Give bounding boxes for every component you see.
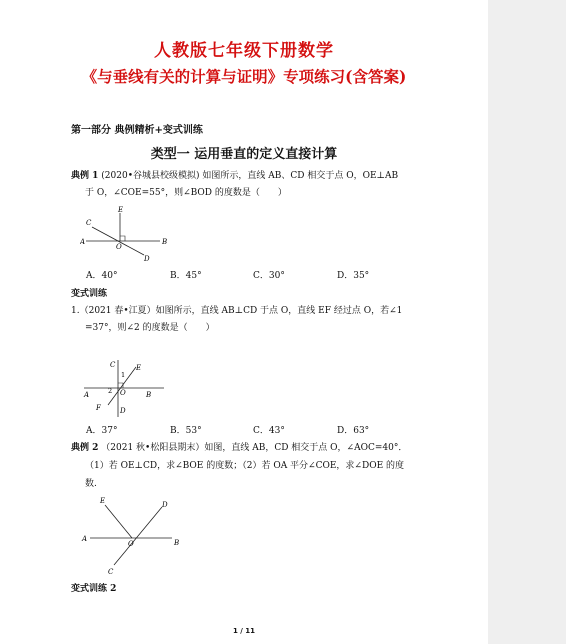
type-heading: 类型一 运用垂直的定义直接计算 [150, 147, 338, 162]
label-o: O [120, 389, 126, 397]
line-cd [114, 507, 162, 565]
example1-option-c: C．30° [253, 271, 285, 281]
example2-label: 典例 2 [71, 443, 99, 453]
example2-line1 [71, 442, 407, 455]
example1-figure [80, 203, 170, 265]
ray-oe [105, 505, 132, 538]
label-b: B [146, 391, 152, 399]
document-subtitle: 《与垂线有关的计算与证明》专项练习(含答案) [81, 67, 407, 86]
label-a: A [80, 238, 86, 246]
label-d: D [162, 501, 168, 509]
label-c: C [110, 361, 116, 369]
label-d: D [144, 255, 150, 263]
label-angle2: 2 [108, 387, 113, 395]
label-a: A [84, 391, 90, 399]
training2-label: 变式训练 2 [71, 584, 117, 594]
label-o: O [116, 243, 122, 251]
document-title: 人教版七年级下册数学 [154, 41, 334, 61]
label-angle1: 1 [121, 371, 126, 379]
training1-label: 变式训练 [71, 289, 108, 299]
label-e: E [100, 497, 106, 505]
label-o: O [128, 540, 134, 548]
example2-figure [78, 495, 188, 577]
label-a: A [82, 535, 88, 543]
training1-option-a: A．37° [86, 426, 118, 436]
example2-line2: （1）若 OE⊥CD，求∠BOE 的度数；（2）若 OA 平分∠COE，求∠DOE 的度 [85, 461, 405, 471]
label-c: C [86, 219, 92, 227]
right-angle-mark [120, 236, 125, 241]
example1-line2: 于 O，∠COE=55°，则∠BOD 的度数是（ ） [85, 188, 287, 198]
training1-option-b: B．53° [170, 426, 202, 436]
training1-option-c: C．43° [253, 426, 285, 436]
example2-text1: （2021 秋•松阳县期末）如图，直线 AB，CD 相交于点 O，∠AOC=40°． [101, 443, 408, 453]
example1-source: (2020•谷城县校级模拟) [101, 171, 200, 181]
example1-label: 典例 1 [71, 171, 99, 181]
example1-text1: 如图所示，直线 AB、CD 相交于点 O，OE⊥AB [202, 171, 399, 181]
example2-line3: 数. [85, 479, 97, 489]
training1-option-d: D．63° [337, 426, 370, 436]
label-e: E [118, 206, 124, 214]
training1-figure [80, 355, 170, 420]
example1-option-a: A．40° [86, 271, 118, 281]
example1-option-b: B．45° [170, 271, 202, 281]
label-d: D [120, 407, 126, 415]
label-b: B [162, 238, 168, 246]
training1-line2: =37°，则∠2 的度数是（ ） [85, 323, 215, 333]
section-heading: 第一部分 典例精析+变式训练 [71, 125, 203, 136]
training1-line1: 1.（2021 春•江夏）如图所示，直线 AB⊥CD 于点 O，直线 EF 经过点 O，若∠1 [71, 306, 403, 316]
page-number: 1 / 11 [232, 627, 256, 635]
right-sidebar [488, 0, 566, 644]
example1-line1 [71, 170, 398, 183]
label-e: E [136, 364, 142, 372]
label-b: B [174, 539, 180, 547]
example1-option-d: D．35° [337, 271, 370, 281]
label-c: C [108, 568, 114, 576]
label-f: F [96, 404, 101, 412]
